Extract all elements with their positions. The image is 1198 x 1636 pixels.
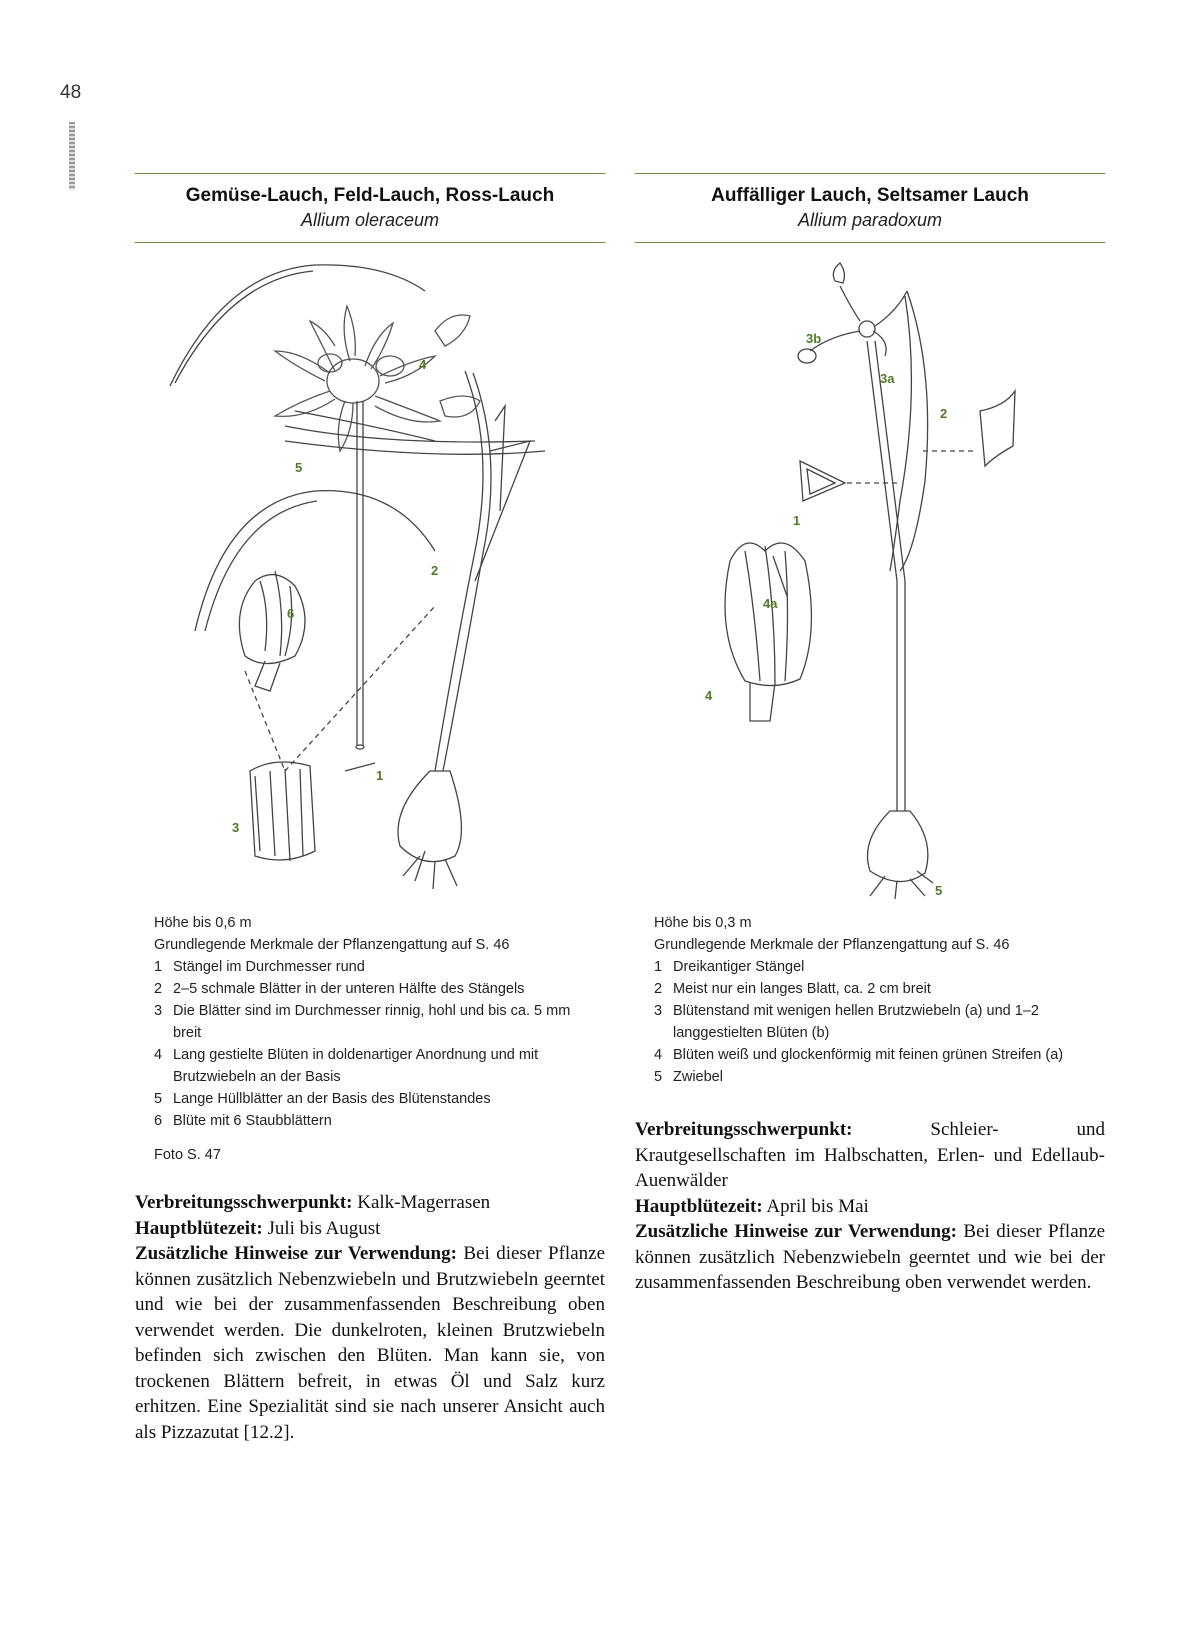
feature-item: 5 Zwiebel [654, 1069, 723, 1085]
features-list-right [654, 912, 1094, 1088]
photo-reference: Foto S. 47 [154, 1147, 221, 1163]
notes-value: Bei dieser Pflanze können zusätzlich Nebenzwiebeln und Brutzwiebeln geerntet und wie bei der zusammenfassenden Beschreibung oben verwendet werden. Die dunkelroten, kleinen Brutzwiebeln befinden sich zwischen den Blüten. Man kann sie, von trockenen Blättern befreit, in etwas Öl und Salz kurz erhitzen. Eine Spezialität sind sie nach unserer Ansicht auch als Pizzazutat [12.2]. [135, 1243, 605, 1443]
distribution-value: Kalk-Magerrasen [357, 1192, 491, 1213]
figure-label: 2 [940, 406, 948, 421]
feature-item: 2 2–5 schmale Blätter in der unteren Hälfte des Stängels [154, 981, 525, 997]
figure-label: 4 [705, 688, 713, 703]
height-info: Höhe bis 0,3 m [654, 915, 752, 931]
feature-item: 1 Stängel im Durchmesser rund [154, 959, 365, 975]
usage-text-left [135, 1190, 605, 1445]
feature-item: 4 Lang gestielte Blüten in doldenartiger Anordnung und mit Brutzwiebeln an der Basis [154, 1047, 539, 1085]
figure-label: 4 [419, 357, 427, 372]
figure-label: 3 [232, 820, 240, 835]
species-column-right [635, 173, 1105, 901]
figure-label: 5 [295, 460, 303, 475]
feature-item: 1 Dreikantiger Stängel [654, 959, 805, 975]
distribution-value: Schleier- und Krautgesellschaften im Halbschatten, Erlen- und Edellaub-Auenwälder [635, 1119, 1105, 1191]
figure-label: 1 [793, 513, 801, 528]
feature-item: 3 Die Blätter sind im Durchmesser rinnig, hohl und bis ca. 5 mm breit [154, 1003, 571, 1041]
page-number: 48 [60, 82, 82, 103]
distribution-label: Verbreitungsschwerpunkt: [135, 1192, 353, 1213]
species-header [135, 173, 605, 243]
genus-basics-ref: Grundlegende Merkmale der Pflanzengattung auf S. 46 [154, 937, 510, 953]
figure-label: 5 [935, 883, 943, 898]
figure-label: 6 [287, 606, 295, 621]
bloom-value: April bis Mai [766, 1195, 869, 1217]
plant-illustration [135, 251, 605, 901]
notes-label: Zusätzliche Hinweise zur Verwendung: [135, 1243, 457, 1264]
species-common-name: Gemüse-Lauch, Feld-Lauch, Ross-Lauch [185, 185, 555, 206]
height-info: Höhe bis 0,6 m [154, 915, 252, 931]
bloom-value: Juli bis August [267, 1217, 381, 1239]
usage-text-right [635, 1117, 1105, 1296]
figure-label: 1 [376, 768, 384, 783]
species-common-name: Auffälliger Lauch, Seltsamer Lauch [711, 185, 1029, 206]
genus-basics-ref: Grundlegende Merkmale der Pflanzengattung auf S. 46 [654, 937, 1010, 953]
plant-illustration [635, 251, 1105, 901]
figure-label: 4a [763, 596, 778, 611]
species-latin-name: Allium oleraceum [300, 210, 440, 230]
bloom-label: Hauptblütezeit: [135, 1217, 263, 1239]
feature-item: 6 Blüte mit 6 Staubblättern [154, 1113, 332, 1129]
bloom-label: Hauptblütezeit: [635, 1195, 763, 1217]
feature-item: 5 Lange Hüllblätter an der Basis des Blütenstandes [154, 1091, 491, 1107]
feature-item: 4 Blüten weiß und glockenförmig mit feinen grünen Streifen (a) [654, 1047, 1064, 1063]
species-column-left [135, 173, 605, 901]
notes-value: Bei dieser Pflanze können zusätzlich Nebenzwiebeln geerntet und wie bei der zusammenfassenden Beschreibung oben verwendet werden. [635, 1221, 1105, 1293]
thumb-index-marker [69, 122, 75, 190]
notes-label: Zusätzliche Hinweise zur Verwendung: [635, 1221, 957, 1242]
figure-label: 2 [431, 563, 439, 578]
figure-label: 3a [880, 371, 895, 386]
figure-label: 3b [806, 331, 822, 346]
species-latin-name: Allium paradoxum [797, 210, 943, 230]
feature-item: 2 Meist nur ein langes Blatt, ca. 2 cm breit [654, 981, 931, 997]
species-header [635, 173, 1105, 243]
features-list-left [154, 912, 594, 1166]
feature-item: 3 Blütenstand mit wenigen hellen Brutzwiebeln (a) und 1–2 langgestielten Blüten (b) [654, 1003, 1039, 1041]
distribution-label: Verbreitungsschwerpunkt: [635, 1119, 853, 1140]
